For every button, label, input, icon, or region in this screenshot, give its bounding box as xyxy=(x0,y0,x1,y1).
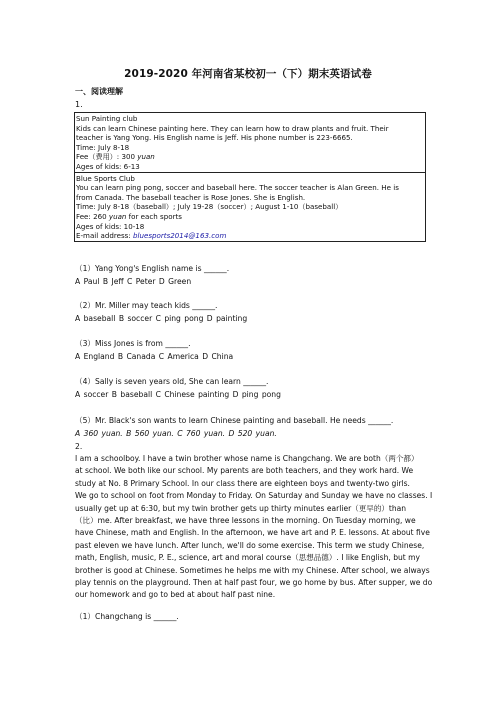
email-label: E-mail address: xyxy=(76,231,134,241)
passage-line: We go to school on foot from Monday to Friday. On Saturday and Sunday we have no classes. I xyxy=(75,491,433,501)
passage-line: past eleven we have lunch. After lunch, we'll do some exercise. This term we study Chinese, xyxy=(75,540,425,550)
club-text: from Canada. The baseball teacher is Rose Jones. She is English. xyxy=(76,192,306,202)
question-1-5: （5）Mr. Black's son wants to learn Chinese painting and baseball. He needs ______. xyxy=(75,416,394,425)
question-2-1: （1）Changchang is ______. xyxy=(75,612,179,621)
passage-line: study at No. 8 Primary School. In our class there are eighteen boys and twenty-two girls. xyxy=(75,478,410,488)
club-email xyxy=(76,231,424,241)
fee-label: Fee（费用）: 300 xyxy=(76,152,138,162)
passage-line: （比）me. After breakfast, we have three lessons in the morning. On Tuesday morning, we xyxy=(75,516,416,526)
blue-sports-club-cell xyxy=(75,172,425,241)
email-address[interactable]: bluesports2014@163.com xyxy=(133,231,227,241)
fee-label: Fee: 260 xyxy=(76,211,109,221)
passage-line: have Chinese, math and English. In the afternoon, we have art and P. E. lessons. At about five xyxy=(75,528,430,538)
club-fee xyxy=(76,212,424,222)
passage-line: I am a schoolboy. I have a twin brother whose name is Changchang. We are both（两个都） xyxy=(75,454,419,463)
options-1-1: A Paul B Jeff C Peter D Green xyxy=(75,277,192,286)
club-time: Time: July 8-18（baseball）; July 19-28（soccer）; August 1-10（baseball） xyxy=(76,202,343,212)
section-heading: 一、阅读理解 xyxy=(75,87,123,96)
passage-line: brother is good at Chinese. Sometimes he helps me with my Chinese. After school, we always xyxy=(75,565,430,575)
club-ages: Ages of kids: 6-13 xyxy=(76,161,140,171)
fee-suffix: for each sports xyxy=(126,211,182,221)
question-1-4: （4）Sally is seven years old, She can learn ______. xyxy=(75,377,269,386)
options-1-5: A 360 yuan. B 560 yuan. C 760 yuan. D 520 yuan. xyxy=(75,429,277,438)
sun-painting-club-cell xyxy=(75,113,425,172)
page-title: 2019-2020 年河南省某校初一（下）期末英语试卷 xyxy=(124,68,372,80)
question-1-1: （1）Yang Yong's English name is ______. xyxy=(75,264,230,273)
passage-line: math, English, music, P. E., science, art and moral course（思想品德）. I like English, but my xyxy=(75,553,420,563)
fee-unit: yuan xyxy=(108,211,127,221)
options-1-3: A England B Canada C America D China xyxy=(75,352,234,361)
club-text: You can learn ping pong, soccer and baseball here. The soccer teacher is Alan Green. He is xyxy=(76,183,399,193)
options-1-2: A baseball B soccer C ping pong D painting xyxy=(75,314,248,323)
club-ages: Ages of kids: 10-18 xyxy=(76,221,145,231)
fee-unit: yuan xyxy=(137,152,155,162)
club-name: Blue Sports Club xyxy=(76,173,135,183)
passage-line: our homework and go to bed at about half past nine. xyxy=(75,590,276,600)
clubs-table xyxy=(74,112,426,242)
question-1-2: （2）Mr. Miller may teach kids ______. xyxy=(75,301,218,310)
club-text: Kids can learn Chinese painting here. They can learn how to draw plants and fruit. Their xyxy=(76,123,389,133)
passage-line: at school. We both like our school. My parents are both teachers, and they work hard. We xyxy=(75,466,414,476)
club-time: Time: July 8-18 xyxy=(76,142,130,152)
club-name: Sun Painting club xyxy=(76,114,138,123)
question-1-3: （3）Miss Jones is from ______. xyxy=(75,339,191,348)
club-text: teacher is Yang Yong. His English name is Jeff. His phone number is 223-6665. xyxy=(76,133,353,143)
reading-passage xyxy=(75,453,433,602)
options-1-4: A soccer B baseball C Chinese painting D ping pong xyxy=(75,390,281,399)
club-fee xyxy=(76,152,424,162)
passage-line: play tennis on the playground. Then at half past four, we go home by bus. After supper, we do xyxy=(75,578,433,588)
passage-line: usually get up at 6:30, but my twin brother gets up thirty minutes earlier（更早的）than xyxy=(75,503,407,513)
question-number-1: 1. xyxy=(75,100,83,109)
question-number-2: 2. xyxy=(75,442,83,451)
